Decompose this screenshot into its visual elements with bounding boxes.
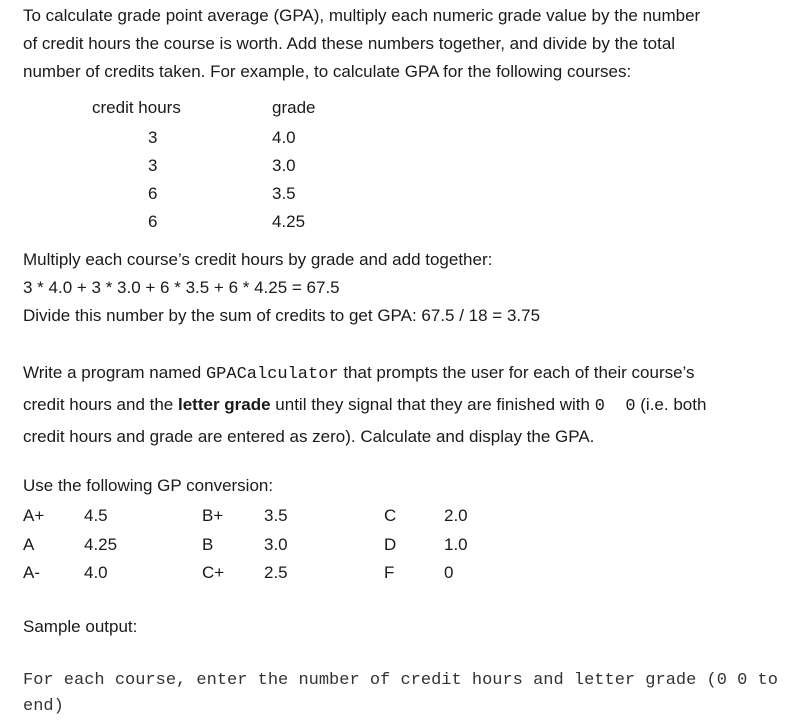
credit-cell: 6	[148, 184, 158, 203]
grade-letter: A+	[23, 506, 45, 525]
calc-line-2: 3 * 4.0 + 3 * 3.0 + 6 * 3.5 + 6 * 4.25 = 67.5	[23, 278, 340, 297]
grade-cell: 3.5	[272, 184, 296, 203]
grade-letter: A-	[23, 563, 40, 582]
task-text: Write a program named	[23, 363, 206, 382]
grade-letter: C+	[202, 563, 225, 582]
grade-points: 1.0	[444, 535, 468, 554]
intro-line-3: number of credits taken. For example, to calculate GPA for the following courses:	[23, 62, 632, 81]
task-text: (i.e. both	[635, 395, 707, 414]
grade-cell: 4.25	[272, 212, 306, 231]
letter-grade-bold: letter grade	[177, 395, 271, 414]
conversion-title: Use the following GP conversion:	[23, 476, 274, 495]
end-signal-code: 0 0	[594, 397, 636, 416]
sample-output-label: Sample output:	[23, 617, 138, 636]
grade-points: 4.5	[84, 506, 108, 525]
credit-cell: 6	[148, 212, 158, 231]
grade-points: 3.0	[264, 535, 288, 554]
grade-cell: 4.0	[272, 128, 296, 147]
grade-letter: F	[384, 563, 395, 582]
grade-letter: B	[202, 535, 214, 554]
calculation-paragraph	[23, 246, 783, 330]
grade-points: 4.25	[84, 535, 118, 554]
grade-points: 0	[444, 563, 454, 582]
credit-cell: 3	[148, 128, 158, 147]
grade-points: 3.5	[264, 506, 288, 525]
task-line-1	[23, 358, 783, 390]
grade-letter: C	[384, 506, 397, 525]
grade-cell: 3.0	[272, 156, 296, 175]
header-grade: grade	[272, 98, 316, 117]
grade-letter: D	[384, 535, 397, 554]
header-credit-hours: credit hours	[92, 98, 181, 117]
task-line-3: credit hours and grade are entered as zero). Calculate and display the GPA.	[23, 427, 595, 446]
sample-output-text: For each course, enter the number of credit hours and letter grade (0 0 to end)	[23, 671, 789, 716]
grade-letter: A	[23, 535, 35, 554]
intro-line-2: of credit hours the course is worth. Add these numbers together, and divide by the total	[23, 34, 676, 53]
grade-points: 2.0	[444, 506, 468, 525]
intro-paragraph	[23, 2, 783, 86]
task-line-2	[23, 390, 783, 422]
task-text: that prompts the user for each of their course’s	[338, 363, 695, 382]
grade-points: 4.0	[84, 563, 108, 582]
program-name-code: GPACalculator	[205, 365, 339, 384]
credit-cell: 3	[148, 156, 158, 175]
grade-points: 2.5	[264, 563, 288, 582]
task-paragraph	[23, 358, 783, 452]
calc-line-1: Multiply each course’s credit hours by grade and add together:	[23, 250, 493, 269]
task-text: credit hours and the	[23, 395, 178, 414]
calc-line-3: Divide this number by the sum of credits to get GPA: 67.5 / 18 = 3.75	[23, 306, 541, 325]
grade-letter: B+	[202, 506, 224, 525]
task-text: until they signal that they are finished with	[270, 395, 595, 414]
intro-line-1: To calculate grade point average (GPA), multiply each numeric grade value by the number	[23, 6, 701, 25]
